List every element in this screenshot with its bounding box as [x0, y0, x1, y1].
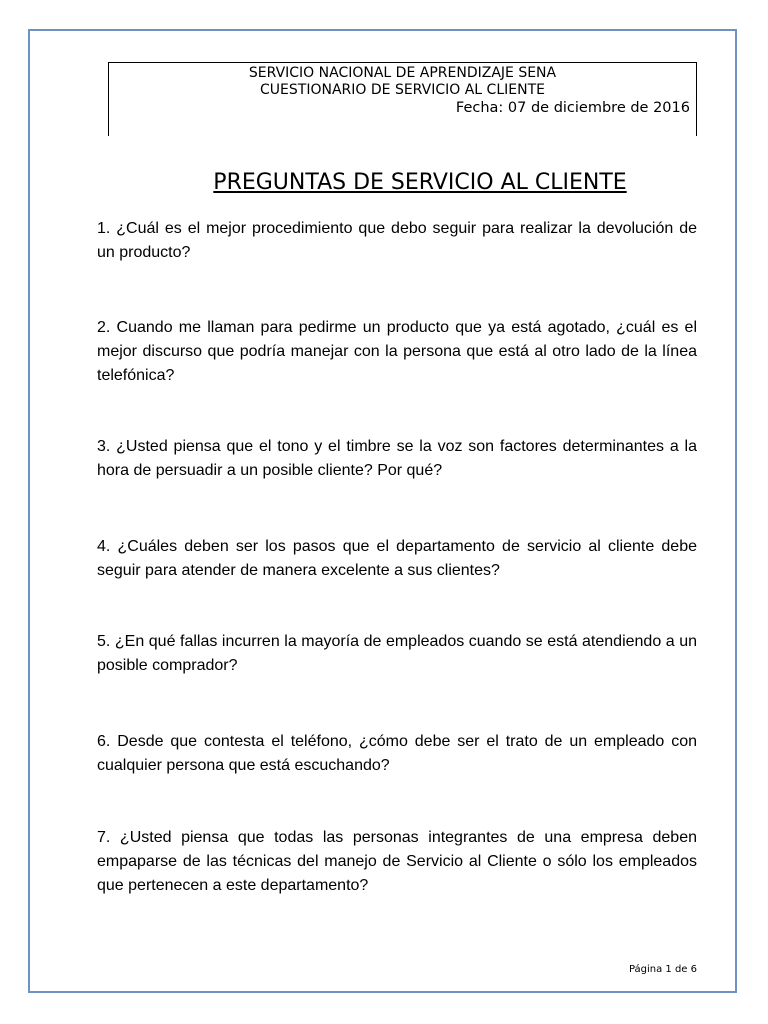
header-subtitle: CUESTIONARIO DE SERVICIO AL CLIENTE: [260, 82, 545, 98]
document-header: [108, 62, 697, 136]
question-7: 7. ¿Usted piensa que todas las personas integrantes de una empresa deben empaparse de las técnicas del manejo de Servicio al Cliente o sólo los empleados que pertenecen a este departamento?: [97, 829, 697, 894]
question-1: 1. ¿Cuál es el mejor procedimiento que debo seguir para realizar la devolución de un producto?: [97, 220, 697, 261]
header-institution: SERVICIO NACIONAL DE APRENDIZAJE SENA: [248, 65, 557, 81]
question-5: 5. ¿En qué fallas incurren la mayoría de empleados cuando se está atendiendo a un posible comprador?: [97, 633, 697, 674]
header-date: Fecha: 07 de diciembre de 2016: [455, 100, 690, 116]
page-title: PREGUNTAS DE SERVICIO AL CLIENTE: [213, 170, 627, 195]
question-6: 6. Desde que contesta el teléfono, ¿cómo debe ser el trato de un empleado con cualquier persona que está escuchando?: [97, 733, 697, 774]
page-number: Página 1 de 6: [628, 964, 697, 975]
question-2: 2. Cuando me llaman para pedirme un producto que ya está agotado, ¿cuál es el mejor discurso que podría manejar con la persona que está al otro lado de la línea telefónica?: [97, 319, 697, 384]
question-3: 3. ¿Usted piensa que el tono y el timbre se la voz son factores determinantes a la hora de persuadir a un posible cliente? Por qué?: [97, 438, 697, 479]
question-4: 4. ¿Cuáles deben ser los pasos que el departamento de servicio al cliente debe seguir para atender de manera excelente a sus clientes?: [97, 538, 697, 579]
